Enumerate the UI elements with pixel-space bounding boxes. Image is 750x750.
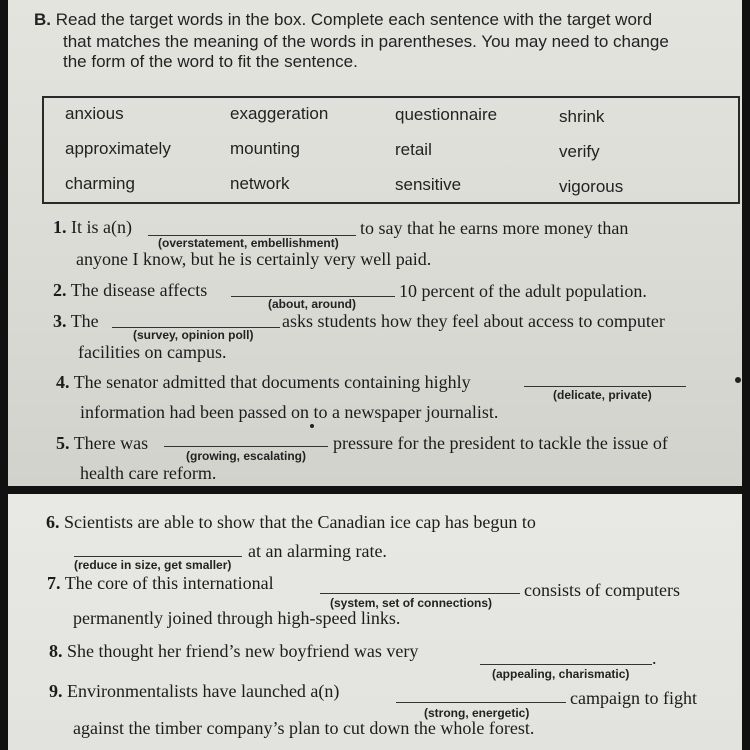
q7-line-2: permanently joined through high-speed links. (73, 608, 401, 628)
q9-line-1 (49, 681, 339, 702)
word-sensitive: sensitive (395, 175, 462, 194)
q8-answer-blank[interactable] (480, 664, 652, 665)
q8-line-1 (49, 641, 418, 662)
word-verify: verify (559, 142, 600, 161)
word-questionnaire: questionnaire (395, 105, 498, 124)
worksheet-bottom-photo (8, 494, 742, 750)
q1-hint: (overstatement, embellishment) (158, 236, 339, 250)
word-vigorous: vigorous (559, 177, 624, 196)
q4-hint: (delicate, private) (553, 388, 652, 402)
q3-number: 3. (53, 311, 67, 331)
q8-end-period: . (652, 648, 657, 668)
q5-line-2: health care reform. (80, 463, 217, 483)
word-exaggeration: exaggeration (230, 104, 329, 123)
instructions-text-1: Read the target words in the box. Complete each sentence with the target word (55, 10, 653, 29)
q8-hint: (appealing, charismatic) (492, 667, 630, 681)
q9-hint: (strong, energetic) (424, 706, 530, 720)
q1-text-a: It is a(n) (71, 217, 132, 237)
word-approximately: approximately (65, 139, 171, 158)
section-label: B. (34, 10, 51, 29)
q2-text-b: 10 percent of the adult population. (399, 281, 647, 301)
q5-answer-blank[interactable] (164, 446, 328, 447)
q5-hint: (growing, escalating) (186, 449, 307, 463)
q7-text-a: The core of this international (64, 573, 274, 593)
q7-line-1 (47, 573, 274, 594)
q2-number: 2. (53, 280, 67, 300)
q1-text-b: to say that he earns more money than (360, 218, 629, 238)
q4-answer-blank[interactable] (524, 386, 686, 387)
word-anxious: anxious (65, 104, 124, 123)
q9-line-2: against the timber company’s plan to cut down the whole forest. (73, 718, 535, 738)
word-mounting: mounting (230, 139, 300, 158)
q1-line-2: anyone I know, but he is certainly very well paid. (76, 249, 432, 269)
q1-number: 1. (53, 217, 67, 237)
q7-answer-blank[interactable] (320, 593, 520, 594)
q8-number: 8. (49, 641, 63, 661)
q3-text-a: The (70, 311, 99, 331)
q9-text-a: Environmentalists have launched a(n) (67, 681, 340, 701)
q3-line-2: facilities on campus. (78, 342, 227, 362)
q3-text-b: asks students how they feel about access to computer (282, 311, 665, 331)
instructions-line-2: that matches the meaning of the words in parentheses. You may need to change (63, 32, 669, 51)
q6-hint: (reduce in size, get smaller) (74, 558, 232, 572)
word-network: network (230, 174, 290, 193)
q7-number: 7. (47, 573, 61, 593)
q1-line-1 (53, 217, 132, 238)
stray-dot (735, 377, 741, 383)
q4-number: 4. (56, 372, 70, 392)
word-charming: charming (65, 174, 135, 193)
q5-text-a: There was (73, 433, 149, 453)
q6-answer-blank[interactable] (74, 556, 242, 557)
stray-mark (310, 424, 314, 428)
q6-number: 6. (46, 512, 60, 532)
word-retail: retail (395, 140, 432, 159)
q4-text-a: The senator admitted that documents containing highly (73, 372, 471, 392)
q4-line-2: information had been passed on to a newspaper journalist. (80, 402, 499, 422)
q8-text-a: She thought her friend’s new boyfriend was very (67, 641, 419, 661)
q7-hint: (system, set of connections) (330, 596, 493, 610)
word-shrink: shrink (559, 107, 605, 126)
q4-line-1 (56, 372, 471, 393)
q7-text-b: consists of computers (524, 580, 680, 600)
worksheet-top-photo (8, 0, 742, 486)
instructions-line-3: the form of the word to fit the sentence. (63, 52, 358, 71)
instructions-line-1 (34, 10, 652, 30)
q2-line-1 (53, 280, 207, 301)
q6-text-a: Scientists are able to show that the Canadian ice cap has begun to (64, 512, 536, 532)
q6-line-1 (46, 512, 536, 533)
q9-answer-blank[interactable] (396, 702, 566, 703)
q2-text-a: The disease affects (70, 280, 208, 300)
q5-text-b: pressure for the president to tackle the issue of (333, 433, 668, 453)
q5-number: 5. (56, 433, 70, 453)
q9-text-b: campaign to fight (570, 688, 697, 708)
q3-line-1 (53, 311, 99, 332)
q2-hint: (about, around) (268, 297, 356, 311)
q5-line-1 (56, 433, 148, 454)
q6-text-b: at an alarming rate. (248, 541, 387, 561)
q9-number: 9. (49, 681, 63, 701)
q3-hint: (survey, opinion poll) (133, 328, 254, 342)
